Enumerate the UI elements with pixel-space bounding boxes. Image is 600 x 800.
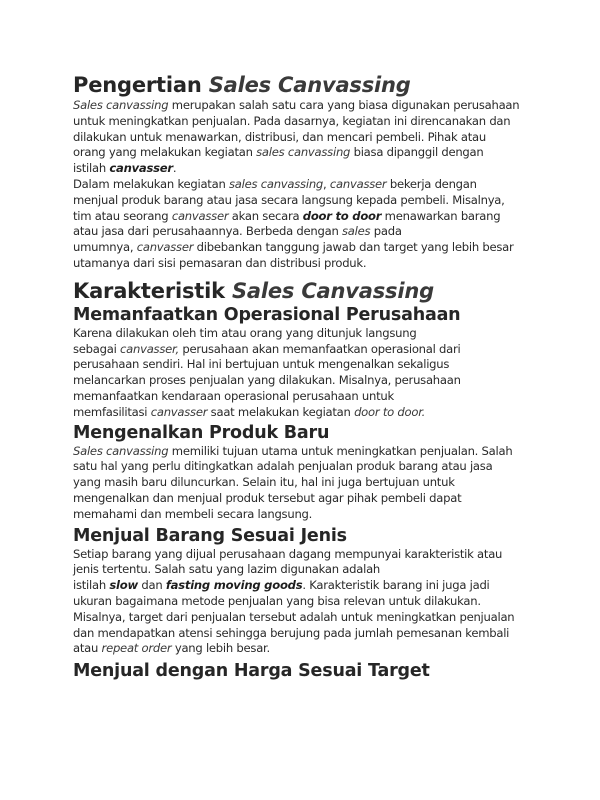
text: sebagai [73, 341, 121, 356]
text: atau jasa dari perusahaannya. Berbeda dengan [73, 224, 343, 239]
heading-text: Pengertian [73, 73, 209, 97]
text-line [73, 342, 543, 358]
text: istilah [73, 578, 110, 593]
italic-term: repeat order [101, 641, 172, 656]
text-line [73, 444, 543, 460]
text-line [73, 224, 543, 240]
subheading-memanfaatkan: Memanfaatkan Operasional Perusahaan [73, 304, 461, 325]
heading-italic-text: Sales Canvassing [208, 73, 411, 97]
bold-italic-term: canvasser [109, 161, 173, 176]
subheading-mengenalkan: Mengenalkan Produk Baru [73, 422, 330, 443]
paragraph-memanfaatkan [73, 326, 543, 421]
subheading-menjual-harga: Menjual dengan Harga Sesuai Target [73, 661, 430, 682]
text-line: Setiap barang yang dijual perusahaan dagang mempunyai karakteristik atau [73, 546, 503, 561]
text-line: mengenalkan dan menjual produk tersebut agar pihak pembeli dapat [73, 490, 462, 505]
italic-term: door to door. [354, 404, 426, 419]
text-line [73, 98, 543, 114]
text: istilah [73, 161, 110, 176]
text: tim atau seorang [73, 208, 172, 223]
text-line: perusahaan sendiri. Hal ini bertujuan untuk mengenalkan sekaligus [73, 357, 450, 372]
text: atau [73, 641, 102, 656]
text-line: memahami dan membeli secara langsung. [73, 506, 313, 521]
heading-text: Karakteristik [73, 278, 232, 303]
text: memfasilitasi [73, 404, 151, 419]
bold-italic-term: door to door [302, 208, 382, 223]
text-line [73, 641, 543, 657]
text: akan secara [228, 208, 303, 223]
text: orang yang melakukan kegiatan [73, 145, 257, 160]
text: umumnya, [73, 240, 137, 255]
italic-term: canvasser [171, 208, 229, 223]
text-line [73, 405, 543, 421]
paragraph-pengertian-2 [73, 177, 543, 272]
italic-term: canvasser [329, 176, 387, 191]
heading-pengertian [73, 72, 543, 98]
text-line: yang masih baru diluncurkan. Selain itu, hal ini juga bertujuan untuk [73, 475, 455, 490]
bold-italic-term: slow [109, 578, 138, 593]
text-line: dan mendapatkan atensi sehingga berujung pada jumlah pemesanan kembali [73, 625, 510, 640]
text-line [73, 145, 543, 161]
text: perusahaan akan memanfaatkan operasional dari [178, 341, 461, 356]
text-line [73, 209, 543, 225]
italic-term: sales [342, 224, 371, 239]
text-line [73, 578, 543, 594]
paragraph-pengertian-1 [73, 98, 543, 177]
heading-karakteristik [73, 278, 543, 304]
italic-term: canvasser, [120, 341, 179, 356]
text-line: utamanya dari sisi pemasaran dan distribusi produk. [73, 255, 367, 270]
text: merupakan salah satu cara yang biasa digunakan perusahaan [168, 98, 520, 112]
text: memiliki tujuan utama untuk meningkatkan penjualan. Salah [168, 443, 513, 458]
document-page [73, 72, 543, 682]
text-line: untuk meningkatkan penjualan. Pada dasarnya, kegiatan ini direncanakan dan [73, 113, 511, 128]
text: , [323, 176, 330, 191]
text-line: Misalnya, target dari penjualan tersebut adalah untuk meningkatkan penjualan [73, 609, 515, 624]
text-line: dilakukan untuk menawarkan, distribusi, dan mencari pembeli. Pihak atau [73, 129, 486, 144]
text: dibebankan tanggung jawab dan target yang lebih besar [193, 240, 514, 255]
subheading-menjual-jenis: Menjual Barang Sesuai Jenis [73, 525, 347, 546]
text: saat melakukan kegiatan [207, 404, 355, 419]
heading-italic-text: Sales Canvassing [232, 278, 434, 303]
text-line: jenis tertentu. Salah satu yang lazim digunakan adalah [73, 562, 381, 577]
italic-term: Sales canvassing [73, 443, 169, 458]
text: . [172, 161, 177, 176]
text: biasa dipanggil dengan [350, 145, 484, 160]
italic-term: sales canvassing [256, 145, 351, 160]
bold-italic-term: fasting moving goods [165, 578, 303, 593]
text: dan [137, 578, 166, 593]
text-line [73, 177, 543, 193]
text-line: Karena dilakukan oleh tim atau orang yang ditunjuk langsung [73, 325, 417, 340]
italic-term: Sales canvassing [73, 98, 169, 112]
text-line: satu hal yang perlu ditingkatkan adalah penjualan produk barang atau jasa [73, 459, 493, 474]
text-line [73, 240, 543, 256]
text-line: melancarkan proses penjualan yang dilakukan. Misalnya, perusahaan [73, 373, 461, 388]
text: . Karakteristik barang ini juga jadi [302, 578, 490, 593]
italic-term: sales canvassing [229, 176, 324, 191]
paragraph-mengenalkan [73, 444, 543, 523]
text: Dalam melakukan kegiatan [73, 176, 229, 191]
text: yang lebih besar. [171, 641, 270, 656]
text-line: menjual produk barang atau jasa secara langsung kepada pembeli. Misalnya, [73, 192, 505, 207]
text-line: memanfaatkan kendaraan operasional perusahaan untuk [73, 388, 394, 403]
text: menawarkan barang [381, 208, 501, 223]
text-line: ukuran bagaimana metode penjualan yang bisa relevan untuk dilakukan. [73, 593, 481, 608]
italic-term: canvasser [136, 240, 194, 255]
text: pada [370, 224, 402, 239]
paragraph-menjual-jenis [73, 547, 543, 658]
text-line [73, 161, 543, 177]
text: bekerja dengan [386, 176, 477, 191]
italic-term: canvasser [150, 404, 208, 419]
